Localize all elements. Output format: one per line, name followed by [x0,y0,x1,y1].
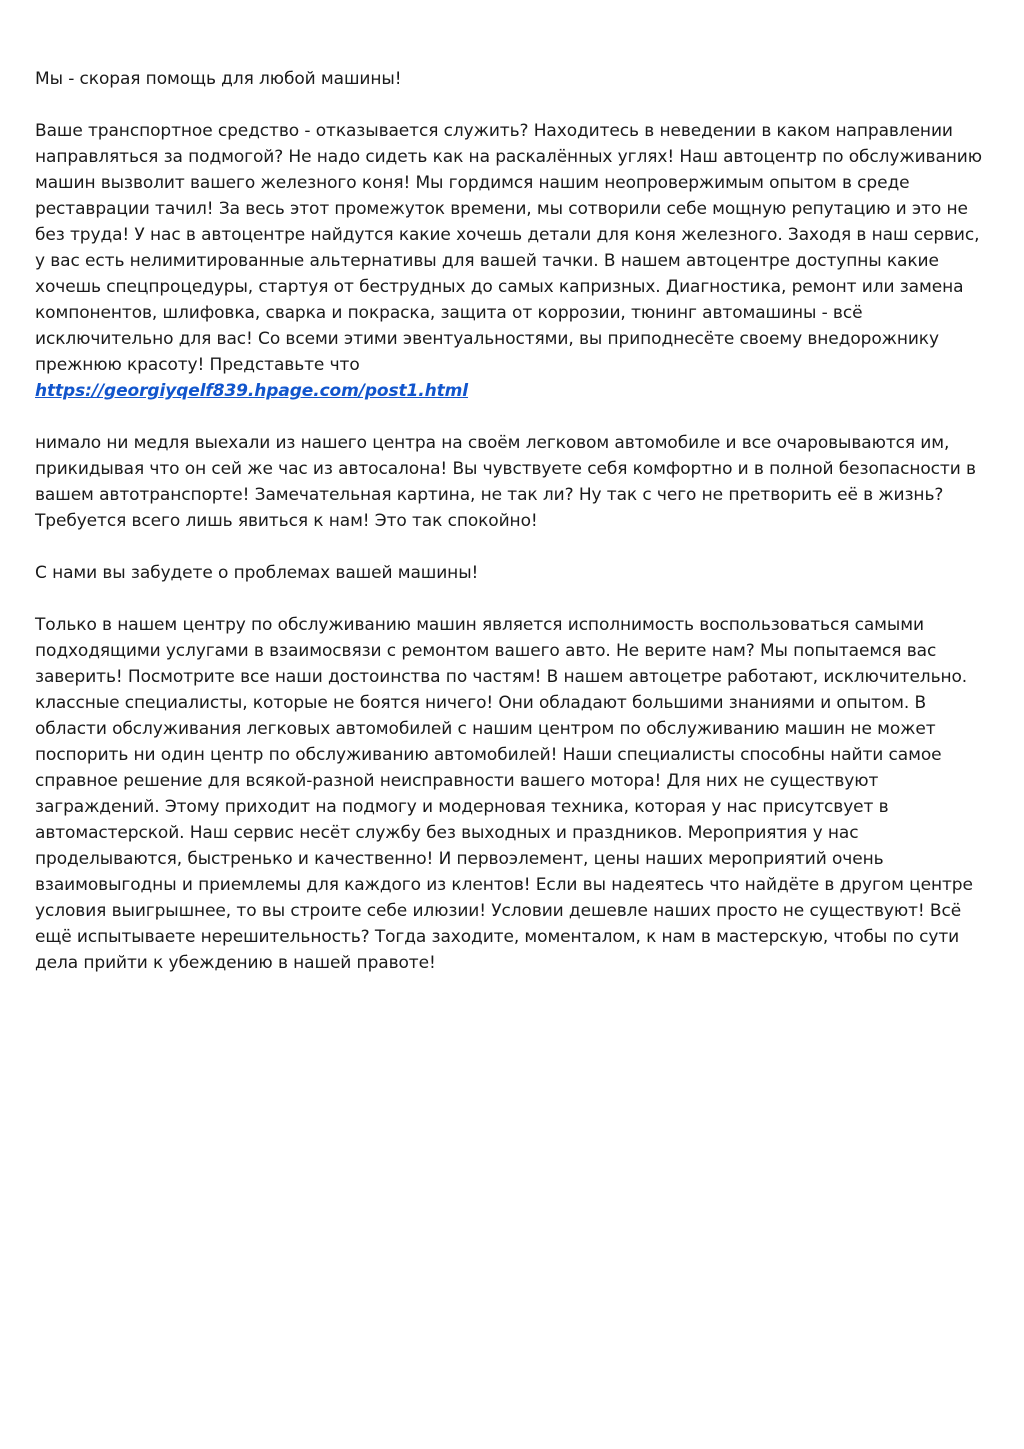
document-body [35,66,990,1002]
post-link[interactable]: https://georgiyqelf839.hpage.com/post1.html [35,381,468,401]
paragraph-picture: нимало ни медля выехали из нашего центра на своём легковом автомобиле и все очаровываются им, прикидывая что он сей же час из автосалона! Вы чувствуете себя комфортно и в полной безопасности в вашем автотранспорте! Замечательная картина, не так ли? Ну так с чего не претворить её в жизнь? Требуется всего лишь явиться к нам! Это так спокойно! [35,433,976,531]
paragraph-intro: Мы - скорая помощь для любой машины! [35,69,402,89]
paragraph-advantages: Только в нашем центру по обслуживанию машин является исполнимость воспользоваться самыми подходящими услугами в взаимосвязи с ремонтом вашего авто. Не верите нам? Мы попытаемся вас заверить! Посмотрите все наши достоинства по частям! В нашем автоцетре работают, исключительно. классные специалисты, которые не боятся ничего! Они обладают большими знаниями и опытом. В области обслуживания легковых автомобилей с нашим центром по обслуживанию машин не может поспорить ни один центр по обслуживанию автомобилей! Наши специалисты способны найти самое справное решение для всякой-разной неисправности вашего мотора! Для них не существуют заграждений. Этому приходит на подмогу и модерновая техника, которая у нас присутсвует в автомастерской. Наш сервис несёт службу без выходных и праздников. Мероприятия у нас проделываются, быстренько и качественно! И первоэлемент, цены наших мероприятий очень взаимовыгодны и приемлемы для каждого из клентов! Если вы надеятесь что найдёте в другом центре условия выигрышнее, то вы строите себе илюзии! Условии дешевле наших просто не существуют! Всё ещё испытываете нерешительность? Тогда заходите, моменталом, к нам в мастерскую, чтобы по сути дела прийти к убеждению в нашей правоте! [35,615,973,973]
paragraph-forget-problems: С нами вы забудете о проблемах вашей машины! [35,563,479,583]
paragraph-service-text: Ваше транспортное средство - отказывается служить? Находитесь в неведении в каком направлении направляться за подмогой? Не надо сидеть как на раскалённых углях! Наш автоцентр по обслуживанию машин вызволит вашего железного коня! Мы гордимся нашим неопровержимым опытом в среде реставрации тачил! За весь этот промежуток времени, мы сотворили себе мощную репутацию и это не без труда! У нас в автоцентре найдутся какие хочешь детали для коня железного. Заходя в наш сервис, у вас есть нелимитированные альтернативы для вашей тачки. В нашем автоцентре доступны какие хочешь спецпроцедуры, стартуя от беструдных до самых капризных. Диагностика, ремонт или замена компонентов, шлифовка, сварка и покраска, защита от коррозии, тюнинг автомашины - всё исключительно для вас! Со всеми этими эвентуальностями, вы приподнесёте своему внедорожнику прежнюю красоту! Представьте что [35,121,982,375]
paragraph-service-description [35,118,990,404]
